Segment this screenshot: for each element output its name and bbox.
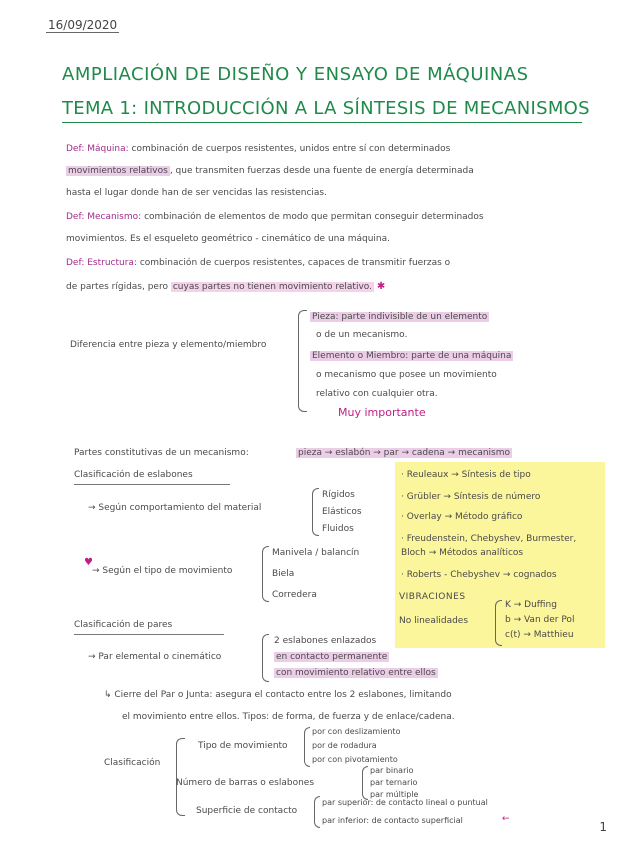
sticky-line-2: · Grübler → Síntesis de número bbox=[401, 492, 541, 502]
star-icon: ✱ bbox=[376, 281, 386, 292]
sticky-line-1: · Reuleaux → Síntesis de tipo bbox=[401, 470, 531, 480]
clasificacion-label: Clasificación bbox=[104, 758, 161, 768]
def-maquina-highlight: movimientos relativos bbox=[68, 166, 168, 176]
def-mecanismo-text1: combinación de elementos de modo que permitan conseguir determinados bbox=[144, 212, 484, 222]
elemento-def1 bbox=[310, 351, 513, 361]
tipo-brace bbox=[262, 546, 269, 602]
superficie-brace bbox=[314, 796, 320, 828]
num-barras-item-2: par ternario bbox=[370, 778, 418, 787]
def-estructura-line2 bbox=[66, 281, 385, 292]
clasificacion-brace bbox=[176, 738, 185, 816]
date-stamp: 16/09/2020 bbox=[48, 18, 118, 32]
def-estructura-text2: de partes rígidas, pero bbox=[66, 282, 168, 292]
diferencia-brace bbox=[298, 310, 307, 412]
def-maquina-text1: combinación de cuerpos resistentes, unidos entre sí con determinados bbox=[131, 144, 451, 154]
clasif-eslabones-heading: Clasificación de eslabones bbox=[74, 470, 193, 480]
superficie-item-2: par inferior: de contacto superficial bbox=[322, 816, 463, 825]
sticky-line-4: · Freudenstein, Chebyshev, Burmester, bbox=[401, 534, 577, 544]
clasif-pares-heading: Clasificación de pares bbox=[74, 620, 173, 630]
pe-item-1: 2 eslabones enlazados bbox=[274, 636, 377, 646]
par-elemental-label: → Par elemental o cinemático bbox=[88, 652, 222, 662]
pe-item-2 bbox=[274, 652, 389, 662]
partes-chain bbox=[296, 448, 512, 458]
pe-item-2-text: en contacto permanente bbox=[276, 652, 388, 662]
superficie-item-1: par superior: de contacto lineal o puntual bbox=[322, 798, 488, 807]
elemento-def-text: Elemento o Miembro: parte de una máquina bbox=[312, 351, 512, 361]
clasif-pares-underline bbox=[74, 634, 224, 635]
tipo-mov-item-3: por con pivotamiento bbox=[312, 755, 398, 764]
comp-item-fluidos: Fluidos bbox=[322, 524, 354, 534]
pieza-def1 bbox=[310, 312, 489, 322]
superficie-label: Superficie de contacto bbox=[196, 806, 298, 816]
num-barras-item-3: par múltiple bbox=[370, 790, 419, 799]
num-barras-item-1: par binario bbox=[370, 766, 414, 775]
tipo-item-corredera: Corredera bbox=[272, 590, 317, 600]
pieza-def2: o de un mecanismo. bbox=[316, 330, 408, 340]
partes-label: Partes constitutivas de un mecanismo: bbox=[74, 448, 249, 458]
no-linealidades-brace bbox=[495, 600, 502, 646]
heart-icon: ♥ bbox=[84, 557, 93, 568]
no-linealidades-label: No linealidades bbox=[399, 616, 469, 626]
def-maquina-line1 bbox=[66, 144, 450, 154]
def-maquina-line2 bbox=[66, 166, 474, 176]
tipo-movimiento-label: Tipo de movimiento bbox=[198, 741, 288, 751]
par-elemental-brace bbox=[262, 634, 269, 682]
sticky-line-3: · Overlay → Método gráfico bbox=[401, 512, 523, 522]
sticky-note bbox=[395, 462, 605, 648]
comp-brace bbox=[312, 488, 319, 536]
def-mecanismo-label: Def: Mecanismo: bbox=[66, 212, 142, 222]
cierre-line2: el movimiento entre ellos. Tipos: de forma, de fuerza y de enlace/cadena. bbox=[122, 712, 455, 722]
tipo-mov-item-2: por de rodadura bbox=[312, 741, 377, 750]
comp-item-rigidos: Rígidos bbox=[322, 490, 355, 500]
tipo-item-manivela: Manivela / balancín bbox=[272, 548, 360, 558]
elemento-def2: o mecanismo que posee un movimiento bbox=[316, 370, 497, 380]
pe-item-3 bbox=[274, 668, 438, 678]
page-title: AMPLIACIÓN DE DISEÑO Y ENSAYO DE MÁQUINAS bbox=[62, 64, 529, 85]
partes-chain-text: pieza → eslabón → par → cadena → mecanismo bbox=[298, 448, 511, 458]
pieza-def-text: Pieza: parte indivisible de un elemento bbox=[312, 312, 488, 322]
nl-item-c: c(t) → Matthieu bbox=[505, 630, 574, 640]
tipo-mov-item-1: por con deslizamiento bbox=[312, 727, 401, 736]
tipo-movimiento-brace bbox=[304, 727, 310, 767]
page-subtitle: TEMA 1: INTRODUCCIÓN A LA SÍNTESIS DE MECANISMOS bbox=[62, 98, 590, 119]
arrow-left-icon: ← bbox=[502, 814, 510, 824]
numero-barras-label: Número de barras o eslabones bbox=[176, 778, 315, 788]
subtitle-underline bbox=[62, 122, 582, 123]
sticky-line-6: · Roberts - Chebyshev → cognados bbox=[401, 570, 557, 580]
cierre-line1: ↳ Cierre del Par o Junta: asegura el contacto entre los 2 eslabones, limitando bbox=[104, 690, 452, 700]
comp-item-elasticos: Elásticos bbox=[322, 507, 362, 517]
segun-tipo: → Según el tipo de movimiento bbox=[92, 566, 233, 576]
def-estructura-highlight: cuyas partes no tienen movimiento relativo. bbox=[172, 282, 372, 292]
pe-item-3-text: con movimiento relativo entre ellos bbox=[276, 668, 436, 678]
def-mecanismo-line1 bbox=[66, 212, 484, 222]
numero-barras-brace bbox=[362, 766, 368, 800]
def-maquina-label: Def: Máquina: bbox=[66, 144, 129, 154]
def-maquina-text2: , que transmiten fuerzas desde una fuente de energía determinada bbox=[169, 166, 474, 176]
page-number: 1 bbox=[599, 820, 607, 834]
vibraciones-heading: VIBRACIONES bbox=[399, 592, 466, 602]
segun-comportamiento: → Según comportamiento del material bbox=[88, 503, 262, 513]
clasif-eslabones-underline bbox=[74, 484, 230, 485]
def-maquina-line3: hasta el lugar donde han de ser vencidas las resistencias. bbox=[66, 188, 327, 198]
def-estructura-line1 bbox=[66, 258, 450, 268]
tipo-item-biela: Biela bbox=[272, 569, 295, 579]
muy-importante-note: Muy importante bbox=[338, 406, 426, 419]
nl-item-k: K → Duffing bbox=[505, 600, 557, 610]
sticky-line-5: Bloch → Métodos analíticos bbox=[401, 548, 524, 558]
def-estructura-label: Def: Estructura: bbox=[66, 258, 137, 268]
nl-item-b: b → Van der Pol bbox=[505, 615, 575, 625]
elemento-def3: relativo con cualquier otra. bbox=[316, 389, 438, 399]
diferencia-label: Diferencia entre pieza y elemento/miembro bbox=[70, 340, 267, 350]
def-mecanismo-line2: movimientos. Es el esqueleto geométrico - cinemático de una máquina. bbox=[66, 234, 391, 244]
def-estructura-text1: combinación de cuerpos resistentes, capaces de transmitir fuerzas o bbox=[139, 258, 451, 268]
